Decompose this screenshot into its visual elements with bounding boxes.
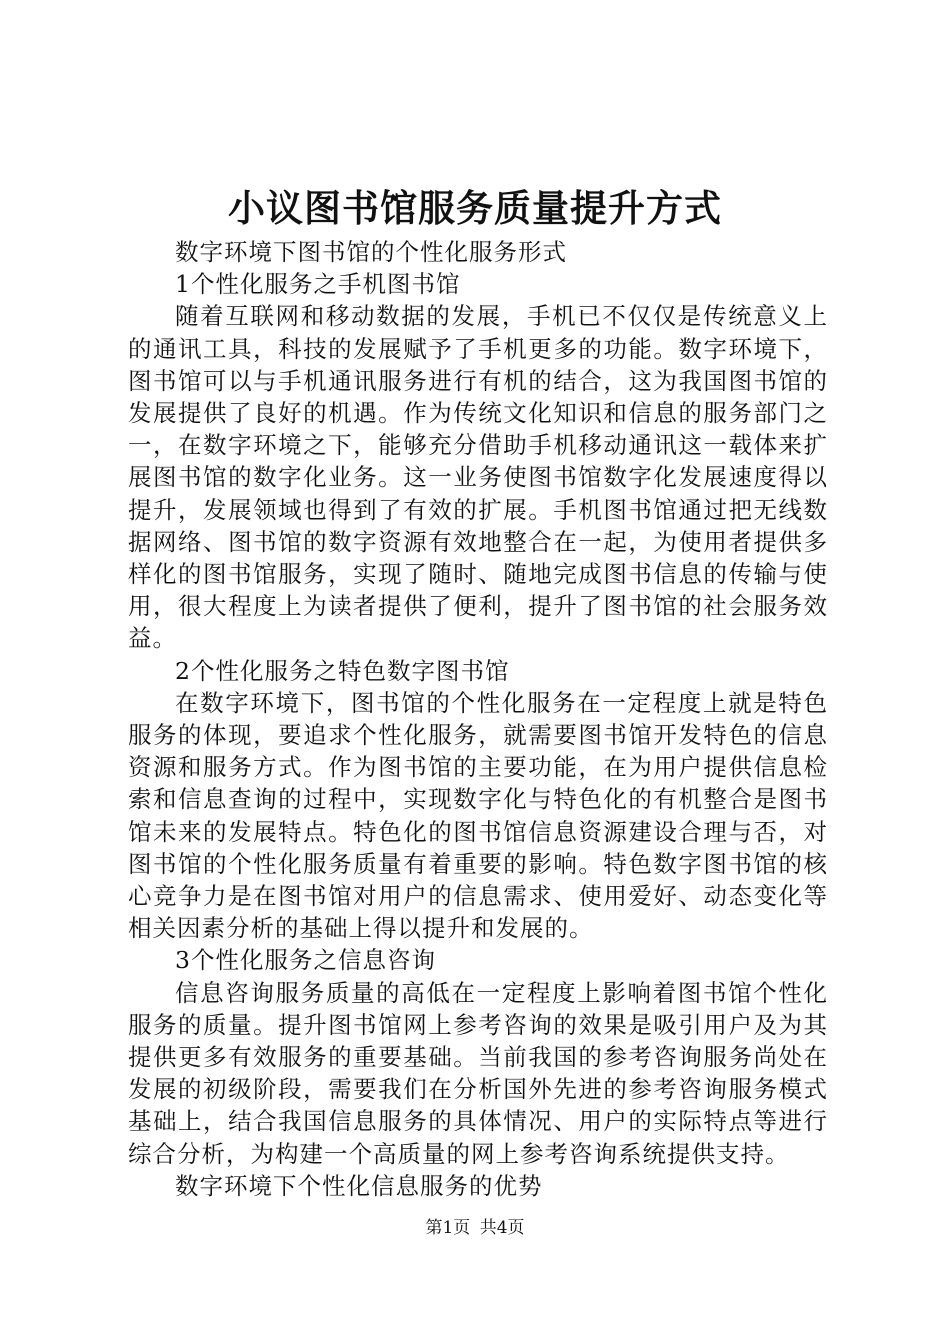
body-paragraph: 在数字环境下，图书馆的个性化服务在一定程度上就是特色服务的体现，要追求个性化服务，就需要图书馆开发特色的信息资源和服务方式。作为图书馆的主要功能，在为用户提供信息检索和信息查询的过程中，实现数字化与特色化的有机整合是图书馆未来的发展特点。特色化的图书馆信息资源建设合理与否，对图书馆的个性化服务质量有着重要的影响。特色数字图书馆的核心竞争力是在图书馆对用户的信息需求、使用爱好、动态变化等相关因素分析的基础上得以提升和发展的。 — [128, 688, 828, 943]
page-number: 第1页 — [425, 1218, 471, 1238]
section-heading: 数字环境下图书馆的个性化服务形式 — [175, 238, 567, 266]
body-paragraph: 信息咨询服务质量的高低在一定程度上影响着图书馆个性化服务的质量。提升图书馆网上参考咨询的效果是吸引用户及为其提供更多有效服务的重要基础。当前我国的参考咨询服务尚处在发展的初级阶段，需要我们在分析国外先进的参考咨询服务模式基础上，结合我国信息服务的具体情况、用户的实际特点等进行综合分析，为构建一个高质量的网上参考咨询系统提供支持。 — [128, 978, 828, 1168]
body-paragraph: 随着互联网和移动数据的发展，手机已不仅仅是传统意义上的通讯工具，科技的发展赋予了手机更多的功能。数字环境下，图书馆可以与手机通讯服务进行有机的结合，这为我国图书馆的发展提供了良好的机遇。作为传统文化知识和信息的服务部门之一，在数字环境之下，能够充分借助手机移动通讯这一载体来扩展图书馆的数字化业务。这一业务使图书馆数字化发展速度得以提升，发展领域也得到了有效的扩展。手机图书馆通过把无线数据网络、图书馆的数字资源有效地整合在一起，为使用者提供多样化的图书馆服务，实现了随时、随地完成图书信息的传输与使用，很大程度上为读者提供了便利，提升了图书馆的社会服务效益。 — [128, 302, 828, 653]
subsection-heading: 3个性化服务之信息咨询 — [175, 946, 436, 975]
document-body — [128, 236, 828, 1202]
document-title: 小议图书馆服务质量提升方式 — [228, 186, 722, 230]
section-heading: 数字环境下个性化信息服务的优势 — [175, 1171, 543, 1200]
page-total: 共4页 — [479, 1218, 525, 1238]
page-footer — [0, 1216, 950, 1240]
subsection-heading: 1个性化服务之手机图书馆 — [175, 270, 461, 299]
subsection-heading: 2个性化服务之特色数字图书馆 — [175, 656, 510, 685]
